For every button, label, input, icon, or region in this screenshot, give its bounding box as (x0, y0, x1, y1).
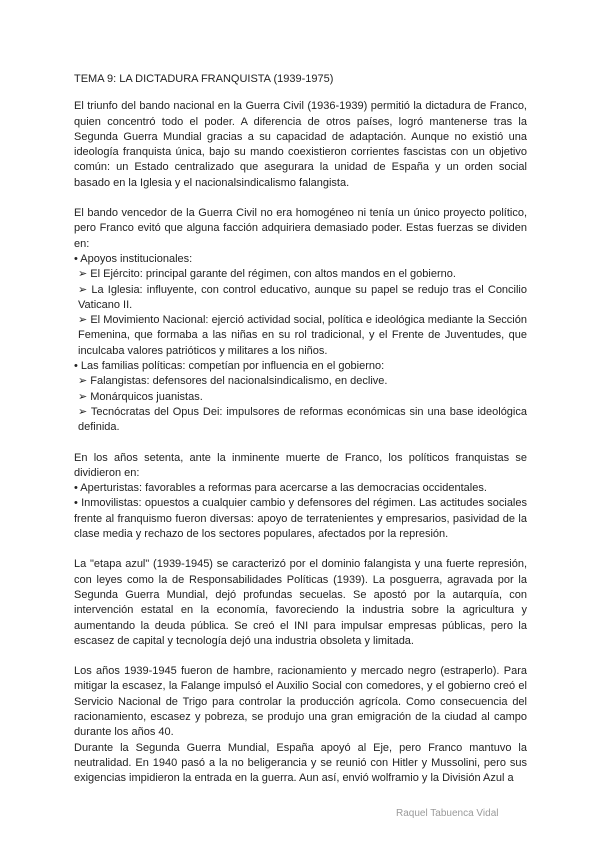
paragraph-etapa-azul: La "etapa azul" (1939-1945) se caracterizó por el dominio falangista y una fuerte represión, con leyes como la de Responsabilidades Políticas (1939). La posguerra, agravada por la Segunda Guerra Mundial, dejó profundas secuelas. Se apostó por la autarquía, con intervención estatal en la economía, favoreciendo la industria sobre la agricultura y aumentando la deuda pública. Se creó el INI para impulsar empresas públicas, pero la escasez de capital y tecnología dejó una industria obsoleta y limitada. (74, 558, 527, 647)
list-item: ➢ Tecnócratas del Opus Dei: impulsores de reformas económicas sin una base ideológica definida. (78, 405, 527, 434)
paragraph-seventies (74, 451, 527, 543)
list-item: ➢ El Movimiento Nacional: ejerció actividad social, política e ideológica mediante la Sección Femenina, que formaba a las niñas en su rol tradicional, y el Frente de Juventudes, que inculcaba valores patrióticos y militares a los niños. (78, 314, 527, 357)
list-item: ➢ El Ejército: principal garante del régimen, con altos mandos en el gobierno. (78, 268, 456, 281)
list-item: • Aperturistas: favorables a reformas para acercarse a las democracias occidentales. (74, 482, 487, 495)
paragraph-intro: El triunfo del bando nacional en la Guerra Civil (1936-1939) permitió la dictadura de Franco, quien concentró todo el poder. A diferencia de otros países, logró mantenerse tras la Segunda Guerra Mundial gracias a su capacidad de adaptación. Aunque no existió una ideología franquista única, bajo su mando coexistieron corrientes fascistas con un objetivo común: un Estado centralizado que asegurara la unidad de España y un orden social basado en la Iglesia y el nacionalsindicalismo falangista. (74, 100, 527, 189)
list-item: ➢ La Iglesia: influyente, con control educativo, aunque su papel se redujo tras el Concilio Vaticano II. (78, 283, 527, 311)
list-item: • Las familias políticas: competían por influencia en el gobierno: (74, 360, 385, 373)
document-title: TEMA 9: LA DICTADURA FRANQUISTA (1939-1975) (74, 73, 334, 85)
paragraph-political-forces (74, 206, 527, 435)
list-item: • Apoyos institucionales: (74, 252, 193, 265)
forces-intro: El bando vencedor de la Guerra Civil no era homogéneo ni tenía un único proyecto político, pero Franco evitó que alguna facción adquiriera demasiado poder. Estas fuerzas se dividen en: (74, 207, 527, 250)
author-footer: Raquel Tabuenca Vidal (396, 808, 499, 819)
list-item: ➢ Monárquicos juanistas. (78, 390, 203, 403)
list-item: ➢ Falangistas: defensores del nacionalsindicalismo, en declive. (78, 375, 388, 388)
seventies-intro: En los años setenta, ante la inminente muerte de Franco, los políticos franquistas se dividieron en: (74, 451, 527, 479)
paragraph-hunger-years: Los años 1939-1945 fueron de hambre, racionamiento y mercado negro (estraperlo). Para mitigar la escasez, la Falange impulsó el Auxilio Social con comedores, y el gobierno creó el Servicio Nacional de Trigo para controlar la producción agrícola. Como consecuencia del racionamiento, escasez y pobreza, se produjo una gran emigración de la ciudad al campo durante los años 40. (74, 665, 527, 739)
list-item: • Inmovilistas: opuestos a cualquier cambio y defensores del régimen. Las actitudes sociales frente al franquismo fueron diversas: apoyo de terratenientes y empresarios, pasividad de la clase media y rechazo de los sectores populares, afectados por la represión. (74, 497, 527, 541)
paragraph-world-war: Durante la Segunda Guerra Mundial, España apoyó al Eje, pero Franco mantuvo la neutralidad. En 1940 pasó a la no beligerancia y se reunió con Hitler y Mussolini, pero sus exigencias impidieron la entrada en la guerra. Aun así, envió wolframio y la División Azul a (74, 741, 527, 785)
document-body (74, 72, 527, 786)
